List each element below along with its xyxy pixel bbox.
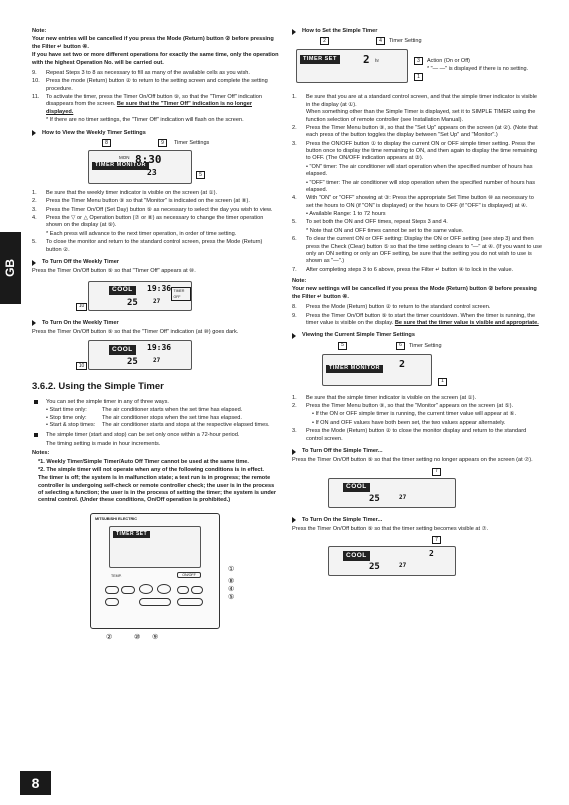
callout-4: 4	[376, 37, 385, 45]
set-time-down-button[interactable]	[177, 586, 189, 594]
lcd-display	[328, 546, 456, 576]
steps-d	[292, 304, 542, 327]
remote-body	[90, 513, 220, 629]
list-item: • If the ON or OFF simple timer is running, the current timer value will appear at ⑥.	[312, 411, 517, 418]
remote-callout-5: ⑤	[228, 593, 235, 601]
lcd-temp: 25	[127, 357, 138, 368]
remote-callout-4: ④	[228, 585, 235, 593]
list-item: * Each press will advance to the next timer operation, in order of time setting.	[46, 230, 237, 237]
lcd-temp: 25	[369, 562, 380, 573]
list-item: 11. To activate the timer, press the Timer On/Off button ⑨, so that the "Timer Off" indication disappears from the screen. Be sure that the "Timer Off" indication is no longer displayed.	[32, 94, 262, 115]
remote-callout-1: ①	[228, 565, 235, 573]
right-column	[292, 28, 542, 580]
callout-4-text: Timer Setting	[389, 38, 422, 45]
lcd-time: 19:36	[147, 343, 172, 353]
callout-1: 1	[438, 378, 447, 386]
list-item: 6. To clear the current ON or OFF setting: Display the ON or OFF setting (see step 3) and then press the Check (Clear) button ⑤ so that the time setting clears to "—" at ④. (If you want to use only an ON setting or only an OFF setting, be sure that the setting you do not wish to use is shown as "—".)	[292, 236, 542, 265]
remote-lcd-mode: TIMER SET	[113, 531, 150, 539]
section-title: 3.6.2. Using the Simple Timer	[32, 381, 164, 393]
triangle-bullet-icon	[32, 260, 36, 266]
lcd-display	[322, 354, 432, 386]
list-item: 2. Press the Timer Menu button ⑨, so that the "Set Up" appears on the screen (at ②). (Note that each press of the button toggles the display between "Set Up" and "Monitor".)	[292, 124, 538, 139]
fig-remote-controller	[32, 513, 279, 643]
lcd-temp: 25	[127, 297, 138, 308]
list-item: 3. Press the Timer On/Off (Set Day) button ⑨ as necessary to select the day you wish to view.	[32, 206, 273, 213]
fig-timer-set	[292, 37, 542, 91]
list-item: • Available Range: 1 to 72 hours	[306, 211, 386, 217]
notes-block	[32, 450, 279, 505]
lcd-mode: TIMER SET	[300, 55, 340, 63]
fig-timer-off	[32, 277, 279, 315]
page-number: 8	[20, 771, 51, 795]
note-title: Note:	[32, 28, 47, 34]
list-item: 4. Press the ▽ or △ Operation button (⑦ or ⑧) as necessary to change the timer operation shown on the display (at ⑨).	[32, 215, 264, 229]
triangle-bullet-icon	[292, 333, 296, 339]
fig-simple-off	[292, 466, 542, 512]
callout-5: 5	[196, 171, 205, 179]
callout-10: 10	[76, 303, 87, 311]
callout-2: 2	[320, 37, 329, 45]
list-item: 3. Press the ON/OFF button ① to display the current ON or OFF simple timer setting. Press the button once to display the time remaining to ON, and then again to display the time remaining to OFF. (The ON/OFF indication appears at ③).	[292, 140, 538, 162]
callout-1: 1	[414, 73, 423, 81]
note2-block	[292, 278, 542, 301]
timer-menu-button[interactable]	[139, 584, 153, 594]
steps-b	[32, 190, 279, 254]
note-line-1: Your new entries will be cancelled if you press the Mode (Return) button ② before pressing the Filter ↵ button ④.	[32, 36, 274, 50]
list-item: 5. To close the monitor and return to the standard control screen, press the Mode (Return) button ②.	[32, 239, 263, 253]
list-item: 7. After completing steps 3 to 6 above, press the Filter ↵ button ④ to lock in the value.	[292, 266, 514, 273]
turn-off-simple-heading: To Turn Off the Simple Timer...	[292, 448, 542, 455]
callout-3-text: Action (On or Off)	[427, 58, 470, 65]
fig-simple-on	[292, 534, 542, 580]
bullet-increment: The timing setting is made in hour increments.	[46, 440, 161, 447]
triangle-bullet-icon	[32, 320, 36, 326]
view-simple-heading: Viewing the Current Simple Timer Settings	[292, 332, 542, 339]
steps-c	[292, 94, 542, 274]
triangle-bullet-icon	[292, 449, 296, 455]
lcd-temp-2: 27	[399, 562, 407, 570]
notes-title: Notes:	[32, 450, 50, 457]
callout-8: 8	[102, 139, 111, 147]
remote-callout-8: ⑧	[228, 577, 235, 585]
set-time-up-button[interactable]	[191, 586, 203, 594]
mode-button[interactable]	[105, 598, 119, 606]
callout-9-text: Timer Settings	[174, 139, 210, 146]
turn-off-weekly-text: Press the Timer On/Off button ⑨ so that "Timer Off" appears at ⑩.	[32, 268, 196, 275]
list-item: * If there are no timer settings, the "Timer Off" indication will flash on the screen.	[46, 117, 244, 124]
lcd-time: 8:30	[135, 152, 162, 166]
lcd-display	[88, 340, 192, 370]
list-item: 2. Press the Timer Menu button ⑨ so that "Monitor" is indicated on the screen (at ⑧).	[32, 198, 250, 205]
lcd-mode: TIMER MONITOR	[92, 162, 149, 170]
lcd-temp: 23	[147, 167, 157, 177]
callout-6-text: Timer Setting	[409, 342, 442, 349]
list-item: • "OFF" timer: The air conditioner will stop operation when the specified number of hours has elapsed.	[306, 179, 536, 193]
fig-timer-monitor	[292, 342, 542, 392]
lcd-day: MON	[119, 154, 130, 160]
fan-button[interactable]	[139, 598, 171, 606]
callout-9: 9	[158, 139, 167, 147]
bullet-once: The simple timer (start and stop) can be set only once within a 72-hour period.	[32, 432, 279, 439]
way-row: • Start & stop times: The air conditioner starts and stops at the respective elapsed times.	[46, 422, 270, 429]
callout-5: 5	[338, 342, 347, 350]
lcd-mode: COOL	[109, 286, 136, 296]
temp-down-button[interactable]	[105, 586, 119, 594]
callout-7: 7	[432, 468, 441, 476]
lcd-mode: COOL	[109, 345, 136, 355]
left-column	[32, 28, 279, 643]
remote-lcd	[109, 526, 201, 568]
lcd-hours: 2	[399, 358, 406, 370]
callout-3-note: * "— —" is displayed if there is no setting.	[427, 66, 529, 73]
note2-title: Note:	[292, 278, 307, 284]
turn-on-simple-heading: To Turn On the Simple Timer...	[292, 517, 542, 524]
side-tab	[0, 232, 21, 304]
list-item: 9. Press the Timer On/Off button ⑨ to start the timer countdown. When the timer is running, the timer value is visible on the display. Be sure that the timer value is visible and appropriate.	[292, 312, 539, 326]
lcd-display	[296, 49, 408, 83]
list-item: 8. Press the Mode (Return) button ② to return to the standard control screen.	[292, 304, 491, 311]
list-item: 2. Press the Timer Menu button ⑨, so that the "Monitor" appears on the screen (at ⑤).	[292, 403, 514, 409]
side-tab-label: GB	[2, 258, 17, 277]
way-row: • Stop time only: The air conditioner stops when the set time has elapsed.	[46, 414, 242, 421]
steps-a	[32, 70, 279, 125]
turn-off-simple-text: Press the Timer On/Off button ⑨ so that the timer setting no longer appears on the screen (at ⑦).	[292, 457, 533, 464]
list-item: 10. Press the mode (Return) button ② to return to the setting screen and complete the setting procedure.	[32, 78, 268, 92]
onoff-button[interactable]: ON/OFF	[177, 572, 201, 578]
list-item: • If ON and OFF values have both been set, the two values appear alternately.	[312, 419, 506, 426]
note-1: *1. Weekly Timer/Simple Timer/Auto Off Timer cannot be used at the same time.	[38, 458, 249, 465]
lcd-mode: TIMER MONITOR	[326, 365, 383, 373]
timer-off-tag: TIMER OFF	[171, 287, 191, 301]
callout-3: 3	[414, 57, 423, 65]
turn-off-weekly-heading: To Turn Off the Weekly Timer	[32, 259, 279, 266]
callout-10: 10	[76, 362, 87, 370]
lcd-temp: 25	[369, 493, 380, 504]
temp-label: TEMP.	[111, 573, 122, 578]
way-row: • Start time only: The air conditioner starts when the set time has elapsed.	[46, 407, 243, 414]
list-item: 1. Be sure that the simple timer indicator is visible on the screen (at ①).	[292, 394, 477, 401]
list-item: 4. With "ON" or "OFF" showing at ③: Press the appropriate Set Time button ⑩ as necessary to set the hours to ON (if "ON" is displayed) or the hours to OFF (if "OFF" is displayed) at ④.	[292, 195, 534, 209]
list-item: 5. To set both the ON and OFF times, repeat Steps 3 and 4.	[292, 219, 448, 226]
lcd-display	[328, 478, 456, 508]
remote-callout-9: ⑨	[152, 633, 159, 641]
lcd-display	[88, 281, 192, 311]
lcd-temp-2: 27	[399, 493, 407, 501]
note2-text: Your new settings will be cancelled if you press the Mode (Return) button ② before pressing the Filter ↵ button ④.	[292, 286, 537, 300]
lcd-hours: 2	[429, 549, 434, 559]
note-2-detail: The timer is off; the system is in malfunction state; a test run is in progress; the remote controller is undergoing self-check or remote controller check; the user is in the process of selecting a function; the user is in the process of setting the timer; the system is under central control. (Under these conditions, On/Off operation is prohibited.)	[38, 475, 277, 504]
list-item: 1. Be sure that the weekly timer indicator is visible on the screen (at ①).	[32, 189, 218, 196]
lcd-mode: COOL	[343, 551, 370, 561]
list-item: * Note that ON and OFF times cannot be set to the same value.	[306, 227, 464, 234]
lcd-display	[88, 150, 192, 184]
note-line-2: If you have set two or more different operations for exactly the same time, only the operation with the highest Operation No. will be carried out.	[32, 52, 279, 66]
triangle-bullet-icon	[32, 130, 36, 136]
turn-on-simple-text: Press the Timer On/Off button ⑨ so that the timer setting becomes visible at ⑦.	[292, 526, 489, 532]
triangle-bullet-icon	[292, 517, 296, 523]
timer-onoff-button[interactable]	[157, 584, 171, 594]
remote-buttons	[105, 582, 207, 610]
callout-6: 6	[396, 342, 405, 350]
square-bullet-icon	[34, 400, 38, 404]
lcd-hours: 2	[363, 53, 370, 67]
set-simple-heading: How to Set the Simple Timer	[292, 28, 542, 35]
list-item: 1. Be sure that you are at a standard control screen, and that the simple timer indicator is visible in the display (at ①). When something other than the Simple Timer is displayed, set it to SIMPLE TIMER using the function selection of remote controller (see Installation Manual).	[292, 94, 538, 123]
lcd-temp-2: 27	[153, 357, 161, 365]
list-item: 3. Press the Mode (Return) button ② to close the monitor display and return to the standard control screen.	[292, 428, 527, 442]
triangle-bullet-icon	[292, 29, 296, 35]
remote-brand: MITSUBISHI ELECTRIC	[95, 516, 137, 521]
view-weekly-heading: How to View the Weekly Timer Settings	[32, 130, 279, 137]
steps-e	[292, 395, 542, 443]
note-2: *2. The simple timer will not operate when any of the following conditions is in effect.	[38, 466, 264, 473]
check-button[interactable]	[177, 598, 203, 606]
lcd-temp-2: 27	[153, 297, 161, 305]
callout-7: 7	[432, 536, 441, 544]
note-block	[32, 28, 279, 67]
lcd-time: 19:36	[147, 283, 172, 293]
remote-callout-10: ⑩	[134, 633, 141, 641]
list-item: • "ON" timer: The air conditioner will start operation when the specified number of hours has elapsed.	[306, 163, 533, 178]
turn-on-weekly-heading: To Turn On the Weekly Timer	[32, 320, 279, 327]
fig-timer-on	[32, 337, 279, 373]
square-bullet-icon	[34, 433, 38, 437]
turn-on-weekly-text: Press the Timer On/Off button ⑨ so that the "Timer Off" indication (at ⑩) goes dark.	[32, 329, 239, 335]
lcd-mode: COOL	[343, 483, 370, 493]
lcd-hr-unit: hr	[375, 58, 380, 64]
temp-up-button[interactable]	[121, 586, 135, 594]
remote-callout-2: ②	[106, 633, 113, 641]
fig-weekly-monitor	[32, 139, 279, 187]
bullet-ways: You can set the simple timer in any of three ways.	[32, 399, 279, 406]
list-item: 9. Repeat Steps 3 to 8 as necessary to fill as many of the available cells as you wish.	[32, 69, 250, 76]
